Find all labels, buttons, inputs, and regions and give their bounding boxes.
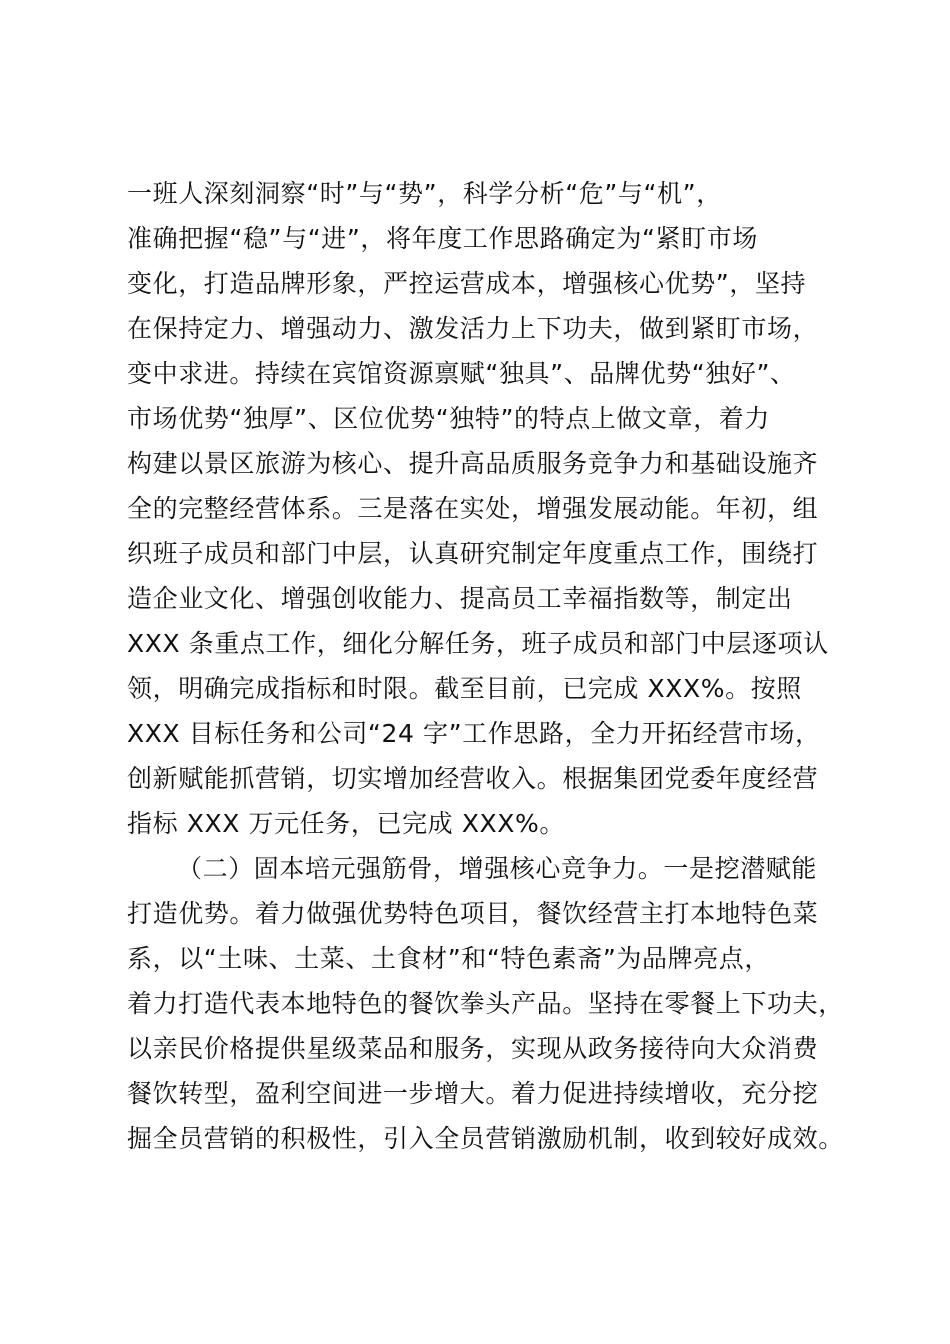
text-line: 在保持定力、增强动力、激发活力上下功夫，做到紧盯市场， xyxy=(127,314,819,343)
text-line: 打造优势。着力做强优势特色项目，餐饮经营主打本地特色菜 xyxy=(127,899,819,928)
text-line: 掘全员营销的积极性，引入全员营销激励机制，收到较好成效。 xyxy=(127,1124,844,1153)
text-line: 创新赋能抓营销，切实增加经营收入。根据集团党委年度经营 xyxy=(127,764,819,793)
text-line: 构建以景区旅游为核心、提升高品质服务竞争力和基础设施齐 xyxy=(127,449,819,478)
text-line: 餐饮转型，盈利空间进一步增大。着力促进持续增收，充分挖 xyxy=(127,1079,819,1108)
text-line: 系，以“土味、土菜、土食材”和“特色素斋”为品牌亮点， xyxy=(127,944,771,973)
text-line: XXX 目标任务和公司“24 字”工作思路，全力开拓经营市场， xyxy=(127,719,821,748)
section-heading-line: （二）固本培元强筋骨，增强核心竞争力。一是挖潜赋能 xyxy=(177,854,818,883)
text-line: 全的完整经营体系。三是落在实处，增强发展动能。年初，组 xyxy=(127,494,819,523)
text-line: 织班子成员和部门中层，认真研究制定年度重点工作，围绕打 xyxy=(127,539,819,568)
text-line: 变化，打造品牌形象，严控运营成本，增强核心优势”，坚持 xyxy=(127,269,807,298)
text-line: 准确把握“稳”与“进”，将年度工作思路确定为“紧盯市场 xyxy=(127,224,758,253)
text-line: 变中求进。持续在宾馆资源禀赋“独具”、品牌优势“独好”、 xyxy=(127,359,796,388)
text-line: 以亲民价格提供星级菜品和服务，实现从政务接待向大众消费 xyxy=(127,1034,819,1063)
text-line: 市场优势“独厚”、区位优势“独特”的特点上做文章，着力 xyxy=(127,404,771,433)
text-line: 造企业文化、增强创收能力、提高员工幸福指数等，制定出 xyxy=(127,584,793,613)
text-line: XXX 条重点工作，细化分解任务，班子成员和部门中层逐项认 xyxy=(127,629,829,658)
text-line: 指标 XXX 万元任务，已完成 XXX%。 xyxy=(127,809,565,838)
text-line: 领，明确完成指标和时限。截至目前，已完成 XXX%。按照 xyxy=(127,674,802,703)
text-line: 着力打造代表本地特色的餐饮拳头产品。坚持在零餐上下功夫， xyxy=(127,989,844,1018)
text-line: 一班人深刻洞察“时”与“势”，科学分析“危”与“机”， xyxy=(127,179,722,208)
